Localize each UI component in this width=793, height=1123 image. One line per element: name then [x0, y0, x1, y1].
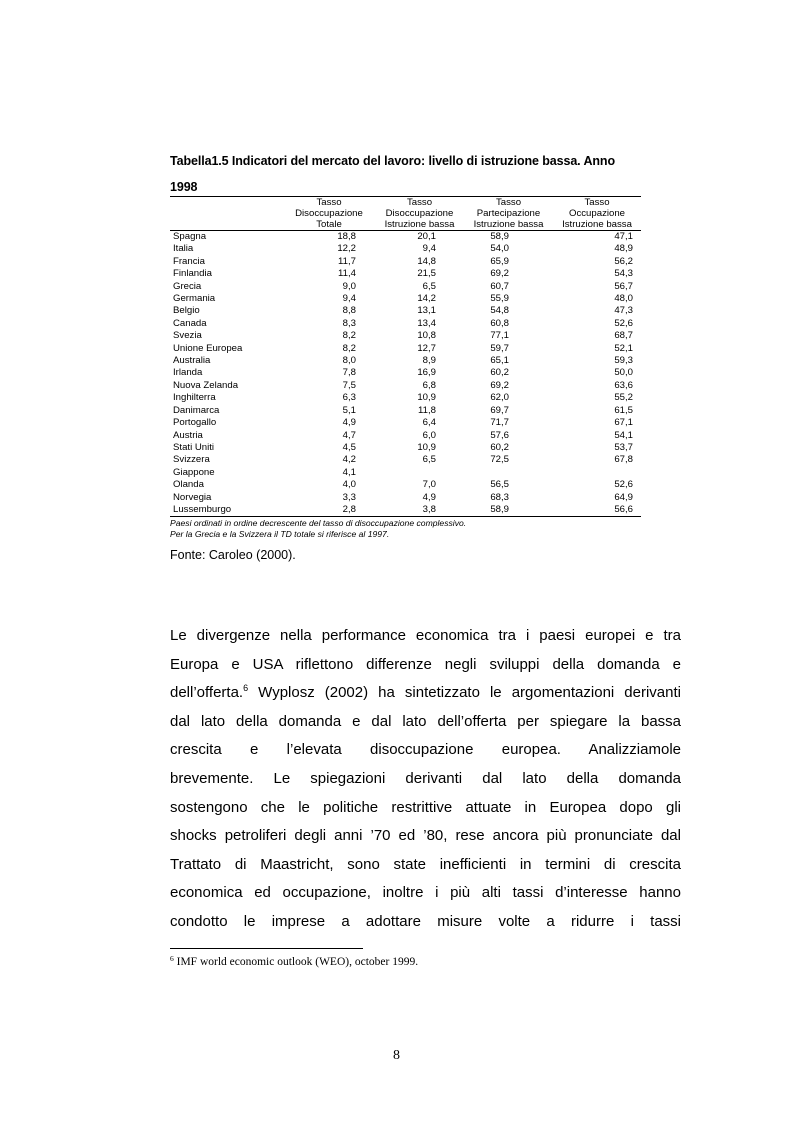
value-cell: [553, 467, 641, 479]
value-cell: 60,7: [490, 280, 509, 292]
table-header-cell: Istruzione bassa: [553, 219, 641, 231]
table-header-cell: Tasso: [553, 197, 641, 209]
table-row: [170, 243, 641, 255]
table-header-cell: Istruzione bassa: [375, 219, 464, 231]
value-cell: 69,2: [490, 268, 509, 280]
value-cell: 8,9: [422, 355, 436, 367]
value-cell: 77,1: [490, 330, 509, 342]
table-caption-title: Tabella1.5 Indicatori del mercato del lavoro: livello di istruzione bassa. Anno: [170, 154, 615, 168]
country-cell: Canada: [173, 317, 207, 329]
table-header-cell: Disoccupazione: [385, 208, 454, 219]
value-cell: 9,4: [342, 293, 356, 305]
body-line: Europa e USA riflettono differenze negli sviluppi della domanda e: [170, 655, 681, 673]
table-row: [170, 380, 641, 392]
table-row: [170, 256, 641, 268]
value-cell: 69,2: [490, 379, 509, 391]
table-header-row: [170, 219, 641, 231]
table-header-cell: Totale: [283, 219, 375, 231]
body-line: crescita e l’elevata disoccupazione europea. Analizziamole: [170, 741, 681, 759]
value-cell: 61,5: [614, 404, 633, 416]
value-cell: 57,6: [490, 429, 509, 441]
value-cell: 11,7: [338, 255, 356, 267]
body-text-segment: Wyplosz (2002) ha sintetizzato le argomentazioni derivanti: [248, 684, 681, 702]
country-cell: Olanda: [173, 479, 204, 491]
table-row: [170, 417, 641, 429]
value-cell: 4,0: [342, 479, 356, 491]
value-cell: 67,8: [614, 454, 633, 466]
value-cell: 50,0: [614, 367, 633, 379]
value-cell: [464, 467, 553, 479]
value-cell: 55,2: [614, 392, 633, 404]
labour-market-table: [170, 196, 641, 517]
value-cell: 10,9: [417, 392, 436, 404]
value-cell: 56,6: [553, 504, 641, 517]
value-cell: 8,0: [342, 355, 356, 367]
body-line: shocks petroliferi degli anni ’70 ed ’80, rese ancora più pronunciate dal: [170, 827, 681, 845]
value-cell: 2,8: [283, 504, 375, 517]
country-cell: Norvegia: [173, 491, 212, 503]
country-cell: Irlanda: [173, 367, 203, 379]
body-text-segment: dell’offerta.: [170, 684, 244, 702]
value-cell: 60,2: [490, 367, 509, 379]
table-row: [170, 504, 641, 517]
page-number: 8: [393, 1048, 400, 1063]
value-cell: 3,3: [342, 491, 356, 503]
table-row: [170, 430, 641, 442]
value-cell: 6,4: [422, 417, 436, 429]
table-row: [170, 492, 641, 504]
value-cell: 11,4: [338, 268, 356, 280]
table-header-cell: Tasso: [283, 197, 375, 209]
table-header-cell: Tasso: [464, 197, 553, 209]
country-cell: Germania: [173, 293, 216, 305]
value-cell: 65,1: [490, 355, 509, 367]
country-cell: Austria: [173, 429, 203, 441]
value-cell: 9,4: [422, 243, 436, 255]
value-cell: 12,2: [337, 243, 356, 255]
table-header-row: [170, 208, 641, 219]
table-header-cell: [170, 219, 283, 231]
footnote: [170, 956, 418, 968]
body-paragraph: [170, 622, 681, 937]
value-cell: 13,4: [417, 317, 436, 329]
country-cell: Lussemburgo: [170, 504, 283, 517]
value-cell: 71,7: [490, 417, 509, 429]
table-row: [170, 479, 641, 491]
value-cell: 6,5: [422, 280, 436, 292]
value-cell: 8,2: [342, 342, 356, 354]
country-cell: Italia: [173, 243, 194, 255]
table-header: [170, 197, 641, 231]
country-cell: Giappone: [173, 466, 215, 478]
value-cell: 47,1: [614, 231, 633, 242]
country-cell: Danimarca: [173, 404, 220, 416]
body-line: Trattato di Maastricht, sono state inefficienti in termini di crescita: [170, 855, 681, 873]
body-line: economica ed occupazione, inoltre i più alti tassi d’interesse hanno: [170, 884, 681, 902]
value-cell: 13,1: [417, 305, 436, 317]
value-cell: 6,5: [422, 454, 436, 466]
value-cell: 62,0: [490, 392, 509, 404]
value-cell: 59,7: [490, 342, 509, 354]
value-cell: 20,1: [417, 231, 436, 242]
table-caption: [170, 148, 645, 200]
value-cell: 68,7: [614, 330, 633, 342]
footnote-separator: [170, 948, 363, 949]
value-cell: 4,5: [342, 441, 356, 453]
country-cell: Svizzera: [173, 454, 210, 466]
footnote-reference[interactable]: 6: [243, 683, 249, 694]
country-cell: Belgio: [173, 305, 200, 317]
table-header-cell: Partecipazione: [476, 208, 541, 219]
value-cell: 6,0: [422, 429, 436, 441]
table-row: [170, 330, 641, 342]
labour-market-table-block: [170, 196, 641, 540]
value-cell: 8,8: [342, 305, 356, 317]
table-header-cell: Disoccupazione: [295, 208, 363, 219]
value-cell: 47,3: [614, 305, 633, 317]
country-cell: Grecia: [173, 280, 202, 292]
table-row: [170, 281, 641, 293]
value-cell: 68,3: [490, 491, 509, 503]
body-line: brevemente. Le spiegazioni derivanti dal lato della domanda: [170, 769, 681, 787]
value-cell: 72,5: [490, 454, 509, 466]
value-cell: 8,3: [342, 317, 356, 329]
value-cell: 4,7: [342, 429, 356, 441]
value-cell: 54,1: [614, 429, 633, 441]
value-cell: 4,1: [342, 466, 356, 478]
value-cell: 58,9: [464, 504, 553, 517]
country-cell: Finlandia: [173, 268, 212, 280]
value-cell: 14,2: [417, 293, 436, 305]
value-cell: 18,8: [337, 231, 356, 242]
table-header-cell: [170, 208, 283, 219]
table-row: [170, 467, 641, 479]
value-cell: 7,5: [342, 379, 356, 391]
table-caption-year: 1998: [170, 180, 198, 194]
table-row: [170, 405, 641, 417]
body-line: condotto le imprese a adottare misure volte a ridurre i tassi: [170, 912, 681, 930]
value-cell: 6,3: [342, 392, 356, 404]
value-cell: 63,6: [614, 379, 633, 391]
value-cell: 10,9: [417, 441, 436, 453]
table-row: [170, 318, 641, 330]
value-cell: 4,2: [342, 454, 356, 466]
country-cell: Svezia: [173, 330, 202, 342]
value-cell: 9,0: [342, 280, 356, 292]
value-cell: 55,9: [490, 293, 509, 305]
table-header-row: [170, 197, 641, 209]
table-header-cell: Occupazione: [569, 208, 625, 219]
table-row: [170, 454, 641, 466]
value-cell: 53,7: [614, 441, 633, 453]
value-cell: 10,8: [417, 330, 436, 342]
table-row: [170, 367, 641, 379]
table-note-order: Paesi ordinati in ordine decrescente del tasso di disoccupazione complessivo.: [170, 518, 467, 529]
country-cell: Stati Uniti: [173, 441, 215, 453]
body-line: sostengono che le politiche restrittive attuate in Europea dopo gli: [170, 798, 681, 816]
value-cell: 64,9: [614, 491, 633, 503]
table-row: [170, 355, 641, 367]
value-cell: 60,2: [490, 441, 509, 453]
value-cell: 5,1: [342, 404, 356, 416]
value-cell: 4,9: [342, 417, 356, 429]
value-cell: 67,1: [614, 417, 633, 429]
country-cell: Francia: [173, 255, 205, 267]
country-cell: Portogallo: [173, 417, 217, 429]
country-cell: Nuova Zelanda: [173, 379, 239, 391]
table-source: Fonte: Caroleo (2000).: [170, 548, 296, 562]
footnote-text: IMF world economic outlook (WEO), october 1999.: [173, 956, 419, 968]
value-cell: 6,8: [422, 379, 436, 391]
table-row: [170, 392, 641, 404]
table-row: [170, 305, 641, 317]
value-cell: 52,6: [614, 479, 633, 491]
table-row: [170, 231, 641, 244]
table-body: [170, 231, 641, 517]
value-cell: 56,7: [614, 280, 633, 292]
table-note-greece-switzerland: Per la Grecia e la Svizzera il TD totale si riferisce al 1997.: [170, 529, 390, 540]
value-cell: 48,9: [614, 243, 633, 255]
value-cell: 21,5: [417, 268, 436, 280]
body-line: Le divergenze nella performance economica tra i paesi europei e tra: [170, 627, 681, 644]
table-row: [170, 268, 641, 280]
value-cell: 3,8: [375, 504, 464, 517]
value-cell: 16,9: [417, 367, 436, 379]
value-cell: 8,2: [342, 330, 356, 342]
table-header-cell: [170, 197, 283, 209]
value-cell: 4,9: [422, 491, 436, 503]
value-cell: 7,8: [342, 367, 356, 379]
value-cell: [375, 467, 464, 479]
table-header-cell: Istruzione bassa: [464, 219, 553, 231]
value-cell: 54,0: [490, 243, 509, 255]
value-cell: 52,1: [614, 342, 633, 354]
value-cell: 65,9: [490, 255, 509, 267]
value-cell: 52,6: [614, 317, 633, 329]
value-cell: 69,7: [490, 404, 509, 416]
footnote-number: 6: [170, 954, 174, 963]
body-line-with-footnote: [170, 679, 681, 708]
table-row: [170, 293, 641, 305]
value-cell: 14,8: [417, 255, 436, 267]
value-cell: 54,3: [614, 268, 633, 280]
value-cell: 48,0: [614, 293, 633, 305]
country-cell: Unione Europea: [173, 342, 243, 354]
value-cell: 56,2: [614, 255, 633, 267]
value-cell: 11,8: [418, 404, 436, 416]
table-row: [170, 343, 641, 355]
country-cell: Australia: [173, 355, 211, 367]
value-cell: 59,3: [614, 355, 633, 367]
table-header-cell: Tasso: [375, 197, 464, 209]
country-cell: Spagna: [173, 231, 207, 242]
value-cell: 12,7: [417, 342, 436, 354]
value-cell: 56,5: [490, 479, 509, 491]
value-cell: 60,8: [490, 317, 509, 329]
table-row: [170, 442, 641, 454]
value-cell: 58,9: [490, 231, 509, 242]
value-cell: 54,8: [490, 305, 509, 317]
table-notes: [170, 518, 641, 540]
value-cell: 7,0: [422, 479, 436, 491]
body-line: dal lato della domanda e dal lato dell’offerta per spiegare la bassa: [170, 712, 681, 730]
country-cell: Inghilterra: [173, 392, 216, 404]
